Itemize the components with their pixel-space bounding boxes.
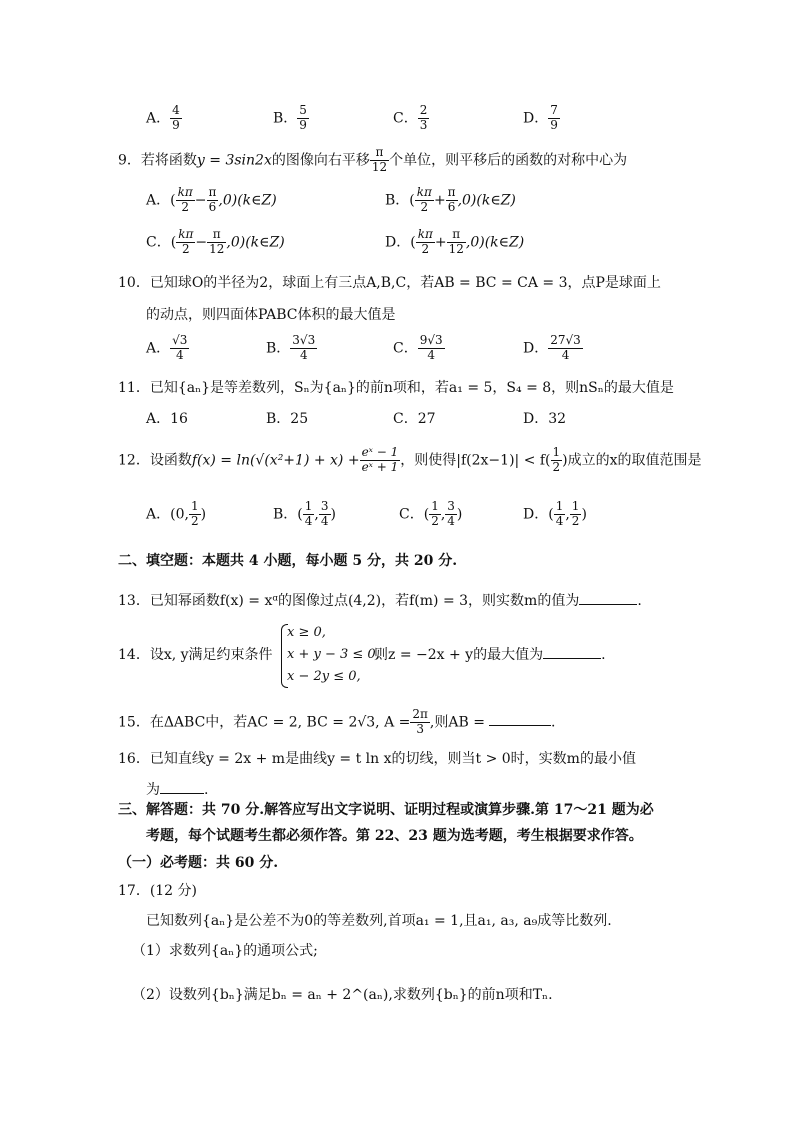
fraction-numerator: π (447, 228, 466, 243)
option-letter: C． (146, 234, 171, 251)
fraction-numerator: 5 (299, 103, 307, 117)
q16-line-2 (146, 783, 208, 797)
fraction-denominator: 4 (561, 347, 570, 362)
q12-half-fraction (551, 446, 563, 475)
fraction-denominator: 3 (416, 721, 424, 736)
q10-option-b (266, 334, 317, 363)
option-tail: ,0)(k∈Z) (218, 192, 277, 209)
fraction-numerator: kπ (417, 227, 433, 241)
fraction-numerator: kπ (177, 185, 193, 199)
sign: − (194, 192, 207, 209)
fraction-denominator: 2 (552, 459, 561, 474)
answer-blank (489, 725, 551, 726)
q15-stem (118, 708, 555, 737)
option-fraction (429, 500, 441, 529)
q15-suffix: ,则AB = (429, 714, 485, 731)
option-letter: A． (146, 192, 171, 209)
q12-suffix: )成立的x的取值范围是 (562, 452, 702, 469)
fraction-denominator: 2 (181, 199, 189, 214)
q8-option-a (146, 104, 182, 133)
option-fraction (290, 334, 317, 363)
answer-blank (543, 658, 601, 659)
q10-option-d (523, 334, 583, 363)
q9-shift-fraction (370, 146, 389, 175)
q14-constraint-1: x ≥ 0, (287, 625, 326, 640)
option-letter: A． (146, 506, 171, 523)
fraction-denominator: 2 (571, 513, 580, 528)
fraction-denominator: 4 (427, 347, 435, 362)
answer-blank (160, 793, 204, 794)
q9-option-d (385, 228, 524, 257)
fraction-denominator: 4 (447, 513, 455, 528)
q9-function: y = 3sin2x (196, 152, 272, 169)
q9-stem (118, 146, 627, 175)
fraction-numerator: 1 (190, 499, 199, 513)
option-fraction (170, 104, 182, 133)
q14-constraint-3: x − 2y ≤ 0, (287, 669, 361, 684)
fraction-numerator: 1 (431, 499, 439, 513)
q8-option-d (523, 104, 560, 133)
q12-stem (118, 446, 702, 475)
q13-end: . (637, 593, 642, 609)
q11-option-a: A．16 (146, 411, 188, 427)
fraction-denominator: 4 (304, 513, 313, 528)
fraction-denominator: 4 (175, 347, 184, 362)
option-fraction (207, 186, 219, 215)
fraction-numerator: 1 (555, 499, 564, 513)
q16-line-2-text: 为 (146, 782, 160, 798)
option-letter: C． (399, 506, 424, 523)
q17-part-1: （1）求数列{aₙ}的通项公式; (132, 943, 318, 959)
fraction-numerator: 7 (550, 103, 558, 117)
sign: + (434, 234, 447, 251)
option-fraction (446, 186, 458, 215)
fraction-numerator: 4 (172, 103, 180, 117)
option-fraction (548, 104, 560, 133)
option-fraction (548, 334, 583, 363)
fraction-numerator: kπ (178, 227, 194, 241)
fraction-numerator: 3√3 (292, 333, 316, 347)
paren: ( (409, 192, 415, 209)
q9-prefix: 9．若将函数 (118, 152, 197, 169)
q14-suffix: 则z = −2x + y的最大值为 (374, 647, 544, 663)
option-letter: D． (523, 506, 549, 523)
fraction-denominator: 6 (208, 199, 217, 214)
q9-mid: 的图像向右平移 (271, 152, 370, 169)
sign: − (195, 234, 208, 251)
section-3-title-line-1: 三、解答题：共 70 分.解答应写出文字说明、证明过程或演算步骤.第 17～21 题为必 (118, 802, 654, 818)
fraction-numerator: eˣ − 1 (361, 445, 399, 459)
option-letter: B． (266, 340, 291, 357)
q15-prefix: 15．在ΔABC中，若AC = 2, BC = 2√3, A = (118, 714, 411, 731)
q9-option-c (146, 228, 285, 257)
q9-option-a (146, 186, 277, 215)
q10-option-a (146, 334, 189, 363)
q12-option-a: A．(0, $\frac{1}{2}$ ) (146, 499, 207, 528)
fraction-numerator: 2π (412, 707, 428, 721)
option-letter: A． (146, 110, 171, 127)
q11-option-c: C．27 (393, 411, 436, 427)
option-fraction (554, 500, 566, 529)
option-letter: A． (146, 340, 171, 357)
option-fraction (418, 104, 430, 133)
fraction-denominator: 2 (421, 241, 430, 256)
q12-option-c: C．( $\frac{1}{2}$ , $\frac{3}{4}$ ) (399, 499, 463, 528)
fraction-numerator: 9√3 (419, 333, 443, 347)
fraction-denominator: 9 (172, 117, 180, 132)
fraction-denominator: 12 (209, 241, 225, 256)
option-fraction (176, 186, 195, 215)
answer-blank (579, 604, 637, 605)
fraction-numerator: 1 (552, 445, 561, 459)
q8-option-c (393, 104, 429, 133)
fraction-numerator: 3 (320, 499, 329, 513)
fraction-numerator: π (207, 228, 226, 243)
q17-part-2: （2）设数列{bₙ}满足bₙ = aₙ + 2^(aₙ),求数列{bₙ}的前n项和Tₙ. (132, 987, 553, 1003)
section-3-title-line-2: 考题，每个试题考生都必须作答。第 22、23 题为选考题，考生根据要求作答。 (146, 828, 643, 844)
q14-question (374, 648, 606, 662)
fraction-denominator: 2 (431, 513, 439, 528)
option-fraction (303, 500, 315, 529)
option-fraction (176, 228, 195, 257)
fraction-denominator: 12 (448, 241, 464, 256)
fraction-denominator: 4 (555, 513, 564, 528)
q10-line-1: 10．已知球O的半径为2，球面上有三点A,B,C，若AB = BC = CA = 3，点P是球面上 (118, 275, 661, 291)
q11-stem: 11．已知{aₙ}是等差数列，Sₙ为{aₙ}的前n项和，若a₁ = 5，S₄ = 8，则nSₙ的最大值是 (118, 380, 674, 396)
fraction-numerator: 1 (571, 499, 580, 513)
q12-prefix: 12．设函数 (118, 452, 192, 469)
fraction-denominator: 12 (371, 159, 388, 174)
fraction-denominator: 4 (299, 347, 308, 362)
q15-end: . (550, 714, 556, 731)
q12-option-b: B．( $\frac{1}{4}$ , $\frac{3}{4}$ ) (273, 499, 336, 528)
q14-end: . (601, 647, 606, 663)
option-fraction (207, 228, 226, 257)
fraction-numerator: 3 (447, 499, 455, 513)
fraction-numerator: 27√3 (550, 333, 581, 347)
option-fraction (319, 500, 331, 529)
fraction-denominator: 4 (320, 513, 329, 528)
q16-line-1: 16．已知直线y = 2x + m是曲线y = t ln x的切线，则当t > 0时，实数m的最小值 (118, 751, 636, 767)
paren: ( (410, 234, 416, 251)
option-tail: ,0)(k∈Z) (465, 234, 525, 251)
fraction-denominator: eˣ + 1 (361, 459, 399, 474)
required-section-title: （一）必考题：共 60 分. (118, 855, 279, 871)
fraction-denominator: 6 (447, 199, 456, 214)
option-letter: D． (523, 340, 549, 357)
option-fraction (189, 500, 201, 529)
fraction-denominator: 9 (550, 117, 558, 132)
option-letter: B． (385, 192, 410, 209)
option-letter: C． (393, 110, 418, 127)
option-letter: D． (385, 234, 411, 251)
q10-line-2: 的动点，则四面体PABC体积的最大值是 (146, 307, 396, 323)
q12-function-fraction (360, 446, 401, 475)
q15-angle-fraction (410, 708, 430, 737)
fraction-numerator: kπ (416, 185, 432, 199)
fraction-denominator: 2 (420, 199, 429, 214)
option-letter: D． (523, 110, 549, 127)
sign: + (433, 192, 446, 209)
option-fraction (445, 500, 457, 529)
fraction-numerator: π (447, 185, 456, 199)
fraction-numerator: √3 (172, 333, 188, 347)
q14-constraint-2: x + y − 3 ≤ 0, (287, 647, 380, 662)
q12-option-d: D．( $\frac{1}{4}$ , $\frac{1}{2}$ ) (523, 499, 587, 528)
q17-heading: 17．(12 分) (118, 883, 198, 899)
option-fraction (416, 228, 435, 257)
option-tail: ,0)(k∈Z) (226, 234, 285, 251)
q13-text: 13．已知幂函数f(x) = xᵅ的图像过点(4,2)，若f(m) = 3，则实数m的值为 (118, 593, 580, 609)
option-letter: B． (273, 506, 298, 523)
option-fraction (170, 334, 189, 363)
q13-stem (118, 594, 642, 608)
option-tail: ,0)(k∈Z) (457, 192, 516, 209)
q9-option-b (385, 186, 516, 215)
q8-option-b (273, 104, 309, 133)
fraction-denominator: 2 (190, 513, 199, 528)
fraction-numerator: π (370, 146, 389, 161)
option-fraction (297, 104, 309, 133)
q10-option-c (393, 334, 445, 363)
fraction-numerator: 1 (304, 499, 313, 513)
fraction-numerator: π (208, 185, 217, 199)
paren: ( (170, 234, 177, 251)
fraction-denominator: 9 (299, 117, 307, 132)
paren: ( (170, 192, 176, 209)
q16-end: . (204, 782, 209, 798)
fraction-denominator: 3 (419, 117, 428, 132)
q17-stem: 已知数列{aₙ}是公差不为0的等差数列,首项a₁ = 1,且a₁, a₃, a₉成等比数列. (146, 913, 612, 929)
fraction-numerator: 2 (419, 103, 428, 117)
q12-function: f(x) = ln(√(x²+1) + x) + (191, 452, 360, 469)
option-letter: C． (393, 340, 418, 357)
q14-prefix: 14．设x, y满足约束条件 (118, 647, 273, 663)
section-2-title: 二、填空题：本题共 4 小题，每小题 5 分，共 20 分. (118, 553, 458, 569)
q11-option-d: D．32 (523, 411, 567, 427)
option-letter: B． (273, 110, 298, 127)
option-fraction (415, 186, 434, 215)
fraction-denominator: 2 (181, 241, 190, 256)
interval-start: 0 (175, 506, 185, 523)
option-fraction (570, 500, 582, 529)
q12-mid: ，则使得|f(2x−1)| < f( (400, 452, 551, 469)
option-fraction (418, 334, 445, 363)
q9-suffix: 个单位，则平移后的函数的对称中心为 (389, 152, 628, 169)
option-fraction (447, 228, 466, 257)
q11-option-b: B．25 (266, 411, 309, 427)
